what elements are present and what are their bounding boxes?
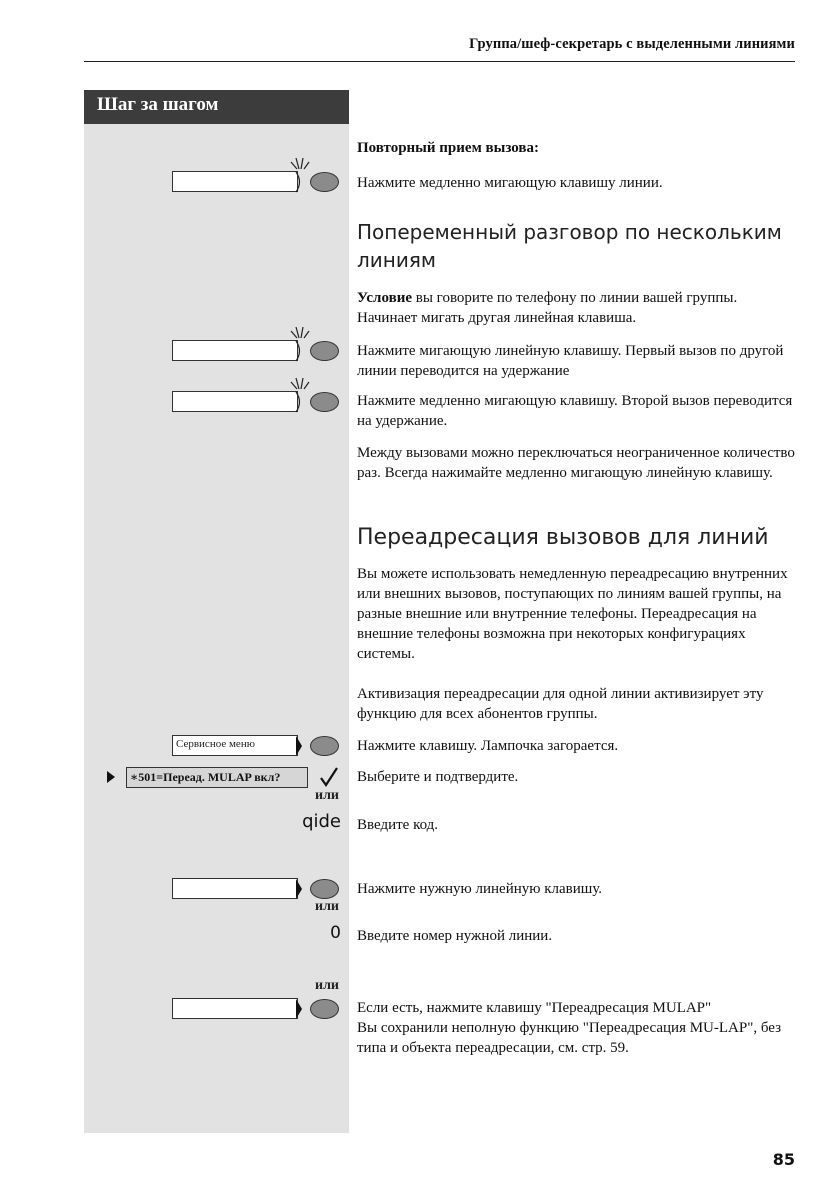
- forward-intro-2: Активизация переадресации для одной линии активизирует эту функцию для всех абонентов группы.: [357, 686, 764, 722]
- forward-heading: Переадресация вызовов для линий: [357, 525, 769, 550]
- page-number: 85: [772, 1150, 795, 1169]
- led-icon: [310, 341, 339, 361]
- page-header-title: Группа/шеф-секретарь с выделенными линиями: [469, 36, 795, 52]
- mulap-key-text: Если есть, нажмите клавишу "Переадресация MULAP": [357, 1000, 712, 1016]
- or-label: или: [315, 899, 339, 914]
- key-bracket-icon: [294, 391, 304, 413]
- key-bracket-icon: [294, 878, 304, 900]
- step2-text: Нажмите медленно мигающую клавишу. Второй вызов переводится на удержание.: [357, 393, 793, 429]
- line-key[interactable]: [172, 878, 298, 899]
- key-bracket-icon: [294, 340, 304, 362]
- select-confirm-text: Выберите и подтвердите.: [357, 769, 519, 785]
- header-divider: [84, 61, 795, 62]
- led-icon: [310, 879, 339, 899]
- key-bracket-icon: [294, 735, 304, 757]
- checkmark-icon[interactable]: [319, 766, 339, 788]
- key-bracket-icon: [294, 998, 304, 1020]
- press-line-key-text: Нажмите нужную линейную клавишу.: [357, 881, 603, 897]
- line-key[interactable]: [172, 171, 298, 192]
- service-menu-key[interactable]: [172, 735, 298, 756]
- led-icon: [310, 999, 339, 1019]
- key-bracket-icon: [294, 171, 304, 193]
- condition-label: Условие: [357, 290, 412, 306]
- led-icon: [310, 172, 339, 192]
- led-icon: [310, 736, 339, 756]
- menu-option-display[interactable]: ∗501=Переад. MULAP вкл?: [126, 767, 308, 788]
- pointer-arrow-icon: [106, 770, 116, 784]
- or-label: или: [315, 788, 339, 803]
- press-key-text: Нажмите клавишу. Лампочка загорается.: [357, 738, 619, 754]
- or-label: или: [315, 978, 339, 993]
- recall-heading: Повторный прием вызова:: [357, 140, 540, 156]
- service-menu-label: Сервисное меню: [176, 738, 255, 750]
- line-key[interactable]: [172, 391, 298, 412]
- forward-intro: Вы можете использовать немедленную переадресацию внутренних или внешних вызовов, поступающих по линиям вашей группы, на разные внешние или внутренние телефоны. Переадресация на внешние телефоны возможна при некоторых конфигурациях системы.: [357, 566, 788, 662]
- mulap-forward-key[interactable]: [172, 998, 298, 1019]
- zero-key-label: 0: [330, 923, 341, 943]
- toggle-note: Между вызовами можно переключаться неограниченное количество раз. Всегда нажимайте медленно мигающую линейную клавишу.: [357, 445, 795, 481]
- condition-paragraph: [357, 288, 797, 328]
- recall-text: Нажмите медленно мигающую клавишу линии.: [357, 175, 663, 191]
- condition-text: вы говорите по телефону по линии вашей группы. Начинает мигать другая линейная клавиша.: [357, 290, 738, 326]
- code-entry-label: qide: [302, 811, 341, 832]
- line-key[interactable]: [172, 340, 298, 361]
- led-icon: [310, 392, 339, 412]
- enter-code-text: Введите код.: [357, 817, 439, 833]
- sidebar-title: Шаг за шагом: [84, 90, 349, 124]
- step-sidebar: [84, 90, 349, 1133]
- mulap-note-text: Вы сохранили неполную функцию "Переадресация MU-LAP", без типа и объекта переадресации, см. стр. 59.: [357, 1020, 782, 1056]
- step1-text: Нажмите мигающую линейную клавишу. Первый вызов по другой линии переводится на удержание: [357, 343, 784, 379]
- toggle-heading: Попеременный разговор по нескольким линиям: [357, 220, 782, 272]
- enter-line-number-text: Введите номер нужной линии.: [357, 928, 553, 944]
